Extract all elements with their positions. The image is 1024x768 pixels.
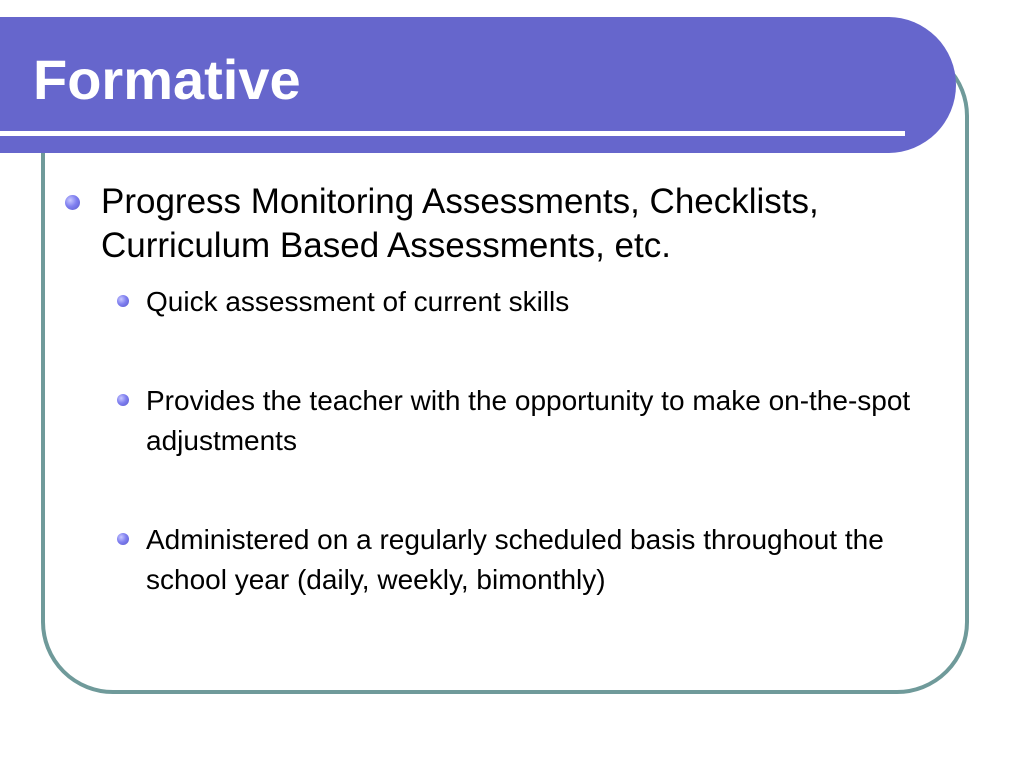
sub-bullet-item <box>146 381 966 461</box>
title-underline <box>0 131 905 136</box>
sub-bullet-dot-icon <box>117 533 129 545</box>
sub-bullet-dot-icon <box>117 394 129 406</box>
sub-bullet-text: Administered on a regularly scheduled basis throughout the school year (daily, weekly, bimonthly) <box>146 524 884 595</box>
sub-bullet-text: Quick assessment of current skills <box>146 286 570 317</box>
bullet-item-level-1 <box>101 180 961 268</box>
sub-bullet-item <box>146 282 966 322</box>
sub-bullet-item <box>146 520 966 600</box>
sub-bullet-text: Provides the teacher with the opportunity to make on-the-spot adjustments <box>146 385 911 456</box>
sub-bullet-dot-icon <box>117 295 129 307</box>
slide-title: Formative <box>33 48 301 111</box>
bullet-text: Progress Monitoring Assessments, Checklists, Curriculum Based Assessments, etc. <box>101 182 819 265</box>
bullet-dot-icon <box>65 195 80 210</box>
